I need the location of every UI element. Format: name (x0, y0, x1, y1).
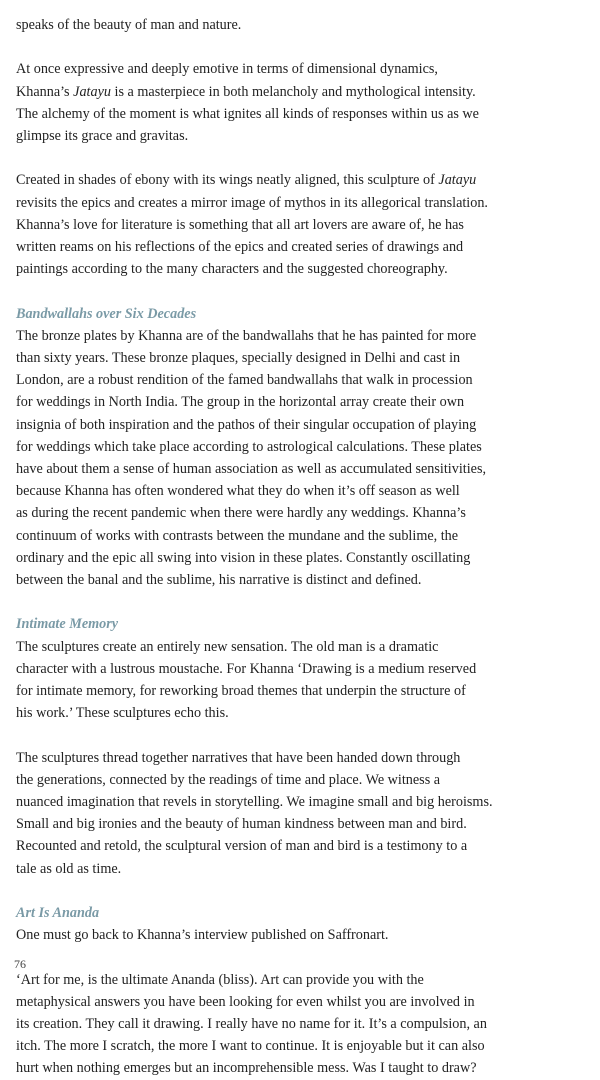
paragraph-ebony-text-a: Created in shades of ebony with its wings neatly aligned, this sculpture of (16, 172, 439, 189)
section-heading-art-is-ananda: Art Is Ananda (16, 905, 100, 922)
book-page (16, 14, 590, 1080)
page-number: 76 (14, 957, 26, 971)
paragraph-quote: ‘Art for me, is the ultimate Ananda (bliss). Art can provide you with the metaphysical answers you have been looking for even whilst you are involved in its creation. They call it drawing. I really have no name for it. It’s a compulsion, an itch. The more I scratch, the more I want to continue. It is enjoyable but it can also hurt when nothing emerges but an incomprehensible mess. Was I taught to draw? (16, 971, 487, 1077)
jatayu-title-italic: Jatayu (73, 83, 111, 100)
paragraph-expressive-text-b: is a masterpiece in both melancholy and mythological intensity. The alchemy of the moment is what ignites all kinds of responses within us as we glimpse its grace and gravitas. (16, 83, 479, 144)
paragraph-thread: The sculptures thread together narratives that have been handed down through the generations, connected by the readings of time and place. We witness a nuanced imagination that revels in storytelling. We imagine small and big heroisms. Small and big ironies and the beauty of human kindness between man and bird. Recounted and retold, the sculptural version of man and bird is a testimony to a tale as old as time. (16, 749, 493, 877)
paragraph-expressive-text-a: At once expressive and deeply emotive in terms of dimensional dynamics, Khanna’s (16, 61, 438, 100)
paragraph-intro-tail: speaks of the beauty of man and nature. (16, 17, 242, 33)
paragraph-ebony (16, 169, 590, 280)
paragraph-expressive (16, 58, 590, 147)
paragraph-ebony-text-b: revisits the epics and creates a mirror image of mythos in its allegorical translation. Khanna’s love for literature is something that all art lovers are aware of, he has written reams on his reflections of the epics and created series of drawings and paintings according to the many characters and the suggested choreography. (16, 194, 488, 278)
paragraph-intimate-memory: The sculptures create an entirely new sensation. The old man is a dramatic character with a lustrous moustache. For Khanna ‘Drawing is a medium reserved for intimate memory, for reworking broad themes that underpin the structure of his work.’ These sculptures echo this. (16, 638, 477, 722)
section-heading-intimate-memory: Intimate Memory (16, 616, 119, 633)
paragraph-interview: One must go back to Khanna’s interview published on Saffronart. (16, 927, 389, 944)
section-heading-bandwallahs: Bandwallahs over Six Decades (16, 305, 197, 322)
paragraph-bandwallahs: The bronze plates by Khanna are of the bandwallahs that he has painted for more than sixty years. These bronze plaques, specially designed in Delhi and cast in London, are a robust rendition of the famed bandwallahs that walk in procession for weddings in North India. The group in the horizontal array create their own insignia of both inspiration and the pathos of their singular occupation of playing for weddings which take place according to astrological calculations. These plates have about them a sense of human association as well as accumulated sensitivities, because Khanna has often wondered what they do when it’s off season as well as during the recent pandemic when there were hardly any weddings. Khanna’s continuum of works with contrasts between the mundane and the sublime, the ordinary and the epic all swing into vision in these plates. Constantly oscillating between the banal and the sublime, his narrative is distinct and defined. (16, 327, 487, 589)
jatayu-title-italic-2: Jatayu (438, 172, 477, 189)
